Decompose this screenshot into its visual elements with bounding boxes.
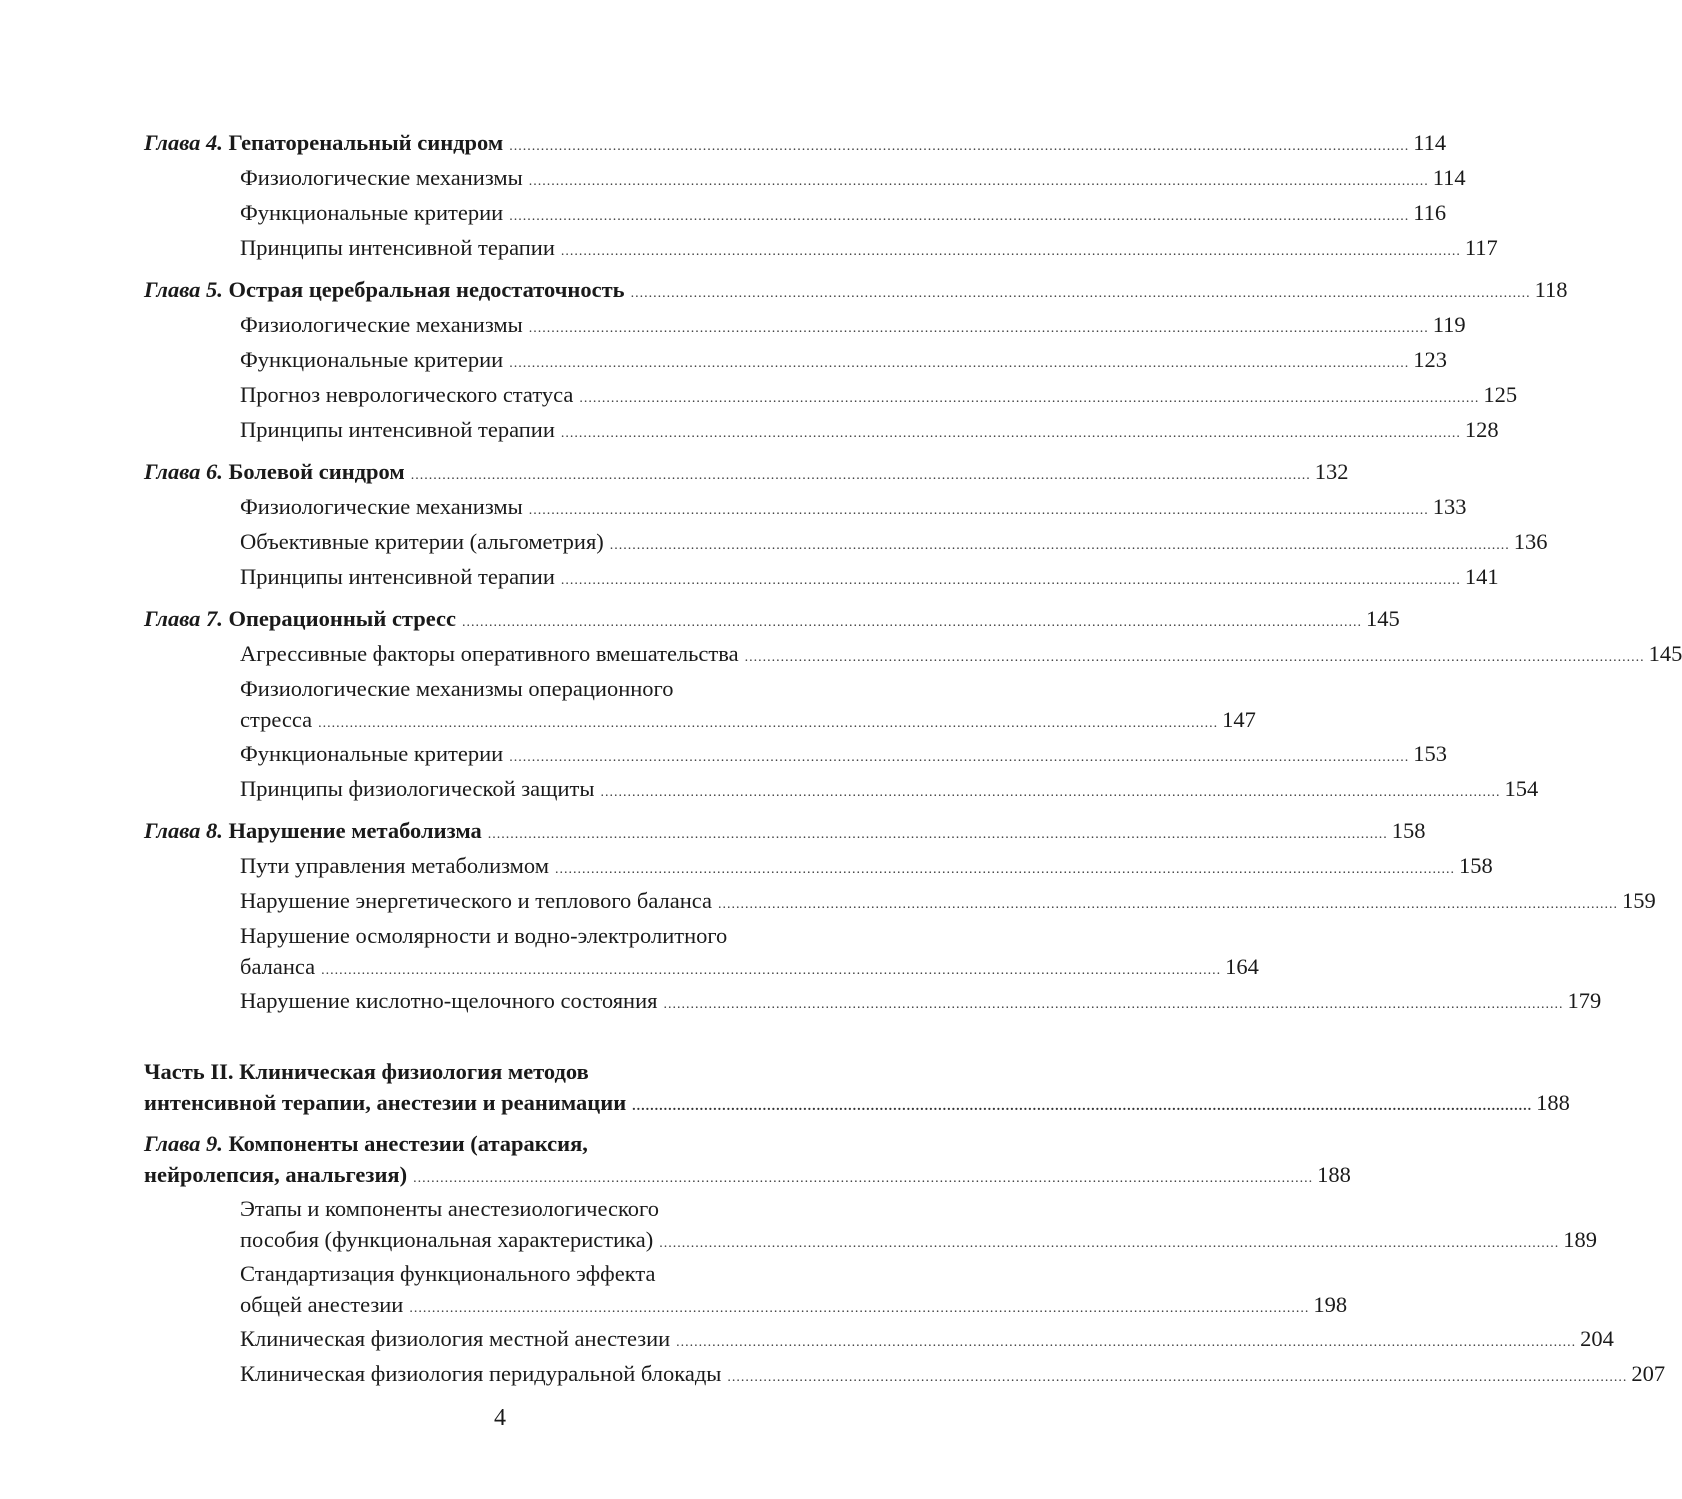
item-label: Нарушение энергетического и теплового баланса <box>240 888 713 913</box>
toc-item[interactable] <box>144 414 1499 446</box>
dot-leader: ........................................................................................................................................................................................................ <box>630 286 1531 301</box>
dot-leader: ........................................................................................................................................................................................................ <box>487 827 1388 842</box>
item-label-line2: баланса <box>240 954 316 979</box>
chapter-label <box>144 815 482 847</box>
item-label-line1: Физиологические механизмы операционного <box>240 676 674 701</box>
chapter-number: Глава 4. <box>144 130 223 155</box>
dot-leader: ........................................................................................................................................................................................................ <box>609 538 1510 553</box>
dot-leader: ........................................................................................................................................................................................................ <box>560 426 1461 441</box>
chapter-number: Глава 8. <box>144 818 223 843</box>
dot-leader: ........................................................................................................................................................................................................ <box>509 750 1410 765</box>
page-ref: 188 <box>1317 1162 1351 1187</box>
dot-leader: ........................................................................................................................................................................................................ <box>659 1236 1560 1251</box>
toc-item[interactable] <box>144 232 1498 264</box>
toc-chapter-7[interactable] <box>144 603 1400 635</box>
toc-part-2[interactable] <box>144 1056 1570 1118</box>
page-ref: 141 <box>1464 564 1499 589</box>
chapter-number: Глава 9. <box>144 1131 223 1156</box>
item-label-line1: Этапы и компоненты анестезиологического <box>240 1196 659 1221</box>
item-label-line2: стресса <box>240 707 313 732</box>
part-title-line1: Часть II. Клиническая физиология методов <box>144 1059 589 1084</box>
dot-leader: ........................................................................................................................................................................................................ <box>600 785 1501 800</box>
item-label: Принципы интенсивной терапии <box>240 417 555 442</box>
item-label: Принципы физиологической защиты <box>240 776 595 801</box>
page-ref: 119 <box>1432 312 1466 337</box>
item-label-line2: пособия (функциональная характеристика) <box>240 1227 654 1252</box>
dot-leader: ........................................................................................................................................................................................................ <box>560 244 1461 259</box>
dot-leader: ........................................................................................................................................................................................................ <box>718 897 1619 912</box>
item-label: Нарушение кислотно-щелочного состояния <box>240 988 658 1013</box>
toc-item[interactable] <box>144 561 1499 593</box>
toc-item[interactable] <box>144 850 1493 882</box>
page-ref: 116 <box>1413 200 1447 225</box>
dot-leader: ........................................................................................................................................................................................................ <box>554 862 1455 877</box>
item-label: Клиническая физиология местной анестезии <box>240 1326 671 1351</box>
toc-item[interactable] <box>144 491 1467 523</box>
item-label-line1: Нарушение осмолярности и водно-электролитного <box>240 923 728 948</box>
toc-item[interactable] <box>144 673 1256 735</box>
chapter-title: Гепаторенальный синдром <box>228 130 504 155</box>
item-label: Функциональные критерии <box>240 741 504 766</box>
dot-leader: ........................................................................................................................................................................................................ <box>528 321 1429 336</box>
dot-leader: ........................................................................................................................................................................................................ <box>321 963 1222 978</box>
dot-leader: ........................................................................................................................................................................................................ <box>727 1370 1628 1385</box>
toc-item[interactable] <box>144 773 1539 805</box>
item-label: Объективные критерии (альгометрия) <box>240 529 604 554</box>
toc-item[interactable] <box>144 1358 1666 1390</box>
chapter-label <box>144 274 625 306</box>
dot-leader: ........................................................................................................................................................................................................ <box>509 356 1410 371</box>
dot-leader: ........................................................................................................................................................................................................ <box>409 1301 1310 1316</box>
toc-chapter-6[interactable] <box>144 456 1349 488</box>
page-ref: 207 <box>1631 1361 1666 1386</box>
toc-item[interactable] <box>144 379 1518 411</box>
dot-leader: ........................................................................................................................................................................................................ <box>318 716 1219 731</box>
page-ref: 145 <box>1366 606 1400 631</box>
page-ref: 204 <box>1580 1326 1614 1351</box>
dot-leader: ........................................................................................................................................................................................................ <box>676 1335 1577 1350</box>
chapter-title: Острая церебральная недостаточность <box>228 277 625 302</box>
page-ref: 198 <box>1313 1292 1348 1317</box>
dot-leader: ........................................................................................................................................................................................................ <box>528 174 1429 189</box>
item-label: Принципы интенсивной терапии <box>240 564 555 589</box>
item-label: Пути управления метаболизмом <box>240 853 549 878</box>
toc-item[interactable] <box>144 738 1447 770</box>
page-ref: 114 <box>1432 165 1466 190</box>
page-ref: 118 <box>1534 277 1568 302</box>
chapter-number: Глава 7. <box>144 606 223 631</box>
toc-item[interactable] <box>144 309 1466 341</box>
item-label: Физиологические механизмы <box>240 494 523 519</box>
item-label: Функциональные критерии <box>240 200 504 225</box>
toc-item[interactable] <box>144 985 1602 1017</box>
toc-item[interactable] <box>144 344 1447 376</box>
dot-leader: ........................................................................................................................................................................................................ <box>462 615 1363 630</box>
dot-leader: ........................................................................................................................................................................................................ <box>413 1171 1314 1186</box>
page-ref: 145 <box>1648 641 1682 666</box>
table-of-contents <box>144 127 1682 1393</box>
dot-leader: ........................................................................................................................................................................................................ <box>744 650 1645 665</box>
chapter-number: Глава 6. <box>144 459 223 484</box>
page-ref: 154 <box>1504 776 1539 801</box>
toc-item[interactable] <box>144 1193 1597 1255</box>
toc-item[interactable] <box>144 526 1548 558</box>
dot-leader: ........................................................................................................................................................................................................ <box>410 468 1311 483</box>
dot-leader: ........................................................................................................................................................................................................ <box>560 573 1461 588</box>
toc-chapter-8[interactable] <box>144 815 1426 847</box>
page-ref: 128 <box>1464 417 1499 442</box>
page-ref: 188 <box>1536 1090 1570 1115</box>
page-ref: 133 <box>1432 494 1467 519</box>
page-ref: 132 <box>1314 459 1349 484</box>
toc-item[interactable] <box>144 1258 1348 1320</box>
page-ref: 125 <box>1483 382 1518 407</box>
dot-leader: ........................................................................................................................................................................................................ <box>632 1099 1533 1114</box>
chapter-label <box>144 127 503 159</box>
page-ref: 164 <box>1225 954 1259 979</box>
page-ref: 147 <box>1222 707 1256 732</box>
part-title-line2: интенсивной терапии, анестезии и реанимации <box>144 1090 627 1115</box>
chapter-label <box>144 603 456 635</box>
page-ref: 158 <box>1458 853 1493 878</box>
dot-leader: ........................................................................................................................................................................................................ <box>528 503 1429 518</box>
item-label: Физиологические механизмы <box>240 312 523 337</box>
chapter-title-line2: нейролепсия, анальгезия) <box>144 1162 408 1187</box>
page-ref: 123 <box>1413 347 1447 372</box>
toc-item[interactable] <box>144 1323 1614 1355</box>
dot-leader: ........................................................................................................................................................................................................ <box>509 139 1410 154</box>
item-label-line2: общей анестезии <box>240 1292 404 1317</box>
chapter-title-line1: Компоненты анестезии (атараксия, <box>228 1131 588 1156</box>
toc-item[interactable] <box>144 920 1259 982</box>
page-ref: 114 <box>1413 130 1447 155</box>
page-ref: 153 <box>1413 741 1447 766</box>
page-number: 4 <box>494 1405 506 1431</box>
toc-chapter-4[interactable] <box>144 127 1447 159</box>
item-label: Агрессивные факторы оперативного вмешательства <box>240 641 739 666</box>
page-ref: 159 <box>1622 888 1656 913</box>
page-ref: 158 <box>1391 818 1426 843</box>
toc-chapter-5[interactable] <box>144 274 1568 306</box>
item-label: Прогноз неврологического статуса <box>240 382 574 407</box>
toc-item[interactable] <box>144 885 1656 917</box>
toc-item[interactable] <box>144 638 1682 670</box>
page-ref: 189 <box>1563 1227 1597 1252</box>
toc-chapter-9[interactable] <box>144 1128 1351 1190</box>
item-label: Клиническая физиология перидуральной блокады <box>240 1361 722 1386</box>
page-ref: 117 <box>1464 235 1498 260</box>
chapter-title: Нарушение метаболизма <box>228 818 482 843</box>
dot-leader: ........................................................................................................................................................................................................ <box>579 391 1480 406</box>
chapter-label <box>144 456 405 488</box>
item-label: Функциональные критерии <box>240 347 504 372</box>
chapter-title: Операционный стресс <box>228 606 457 631</box>
item-label: Физиологические механизмы <box>240 165 523 190</box>
dot-leader: ........................................................................................................................................................................................................ <box>509 209 1410 224</box>
item-label-line1: Стандартизация функционального эффекта <box>240 1261 656 1286</box>
dot-leader: ........................................................................................................................................................................................................ <box>663 997 1564 1012</box>
chapter-number: Глава 5. <box>144 277 223 302</box>
toc-item[interactable] <box>144 162 1466 194</box>
page-ref: 136 <box>1513 529 1548 554</box>
toc-item[interactable] <box>144 197 1447 229</box>
item-label: Принципы интенсивной терапии <box>240 235 555 260</box>
page-ref: 179 <box>1567 988 1602 1013</box>
chapter-title: Болевой синдром <box>228 459 405 484</box>
